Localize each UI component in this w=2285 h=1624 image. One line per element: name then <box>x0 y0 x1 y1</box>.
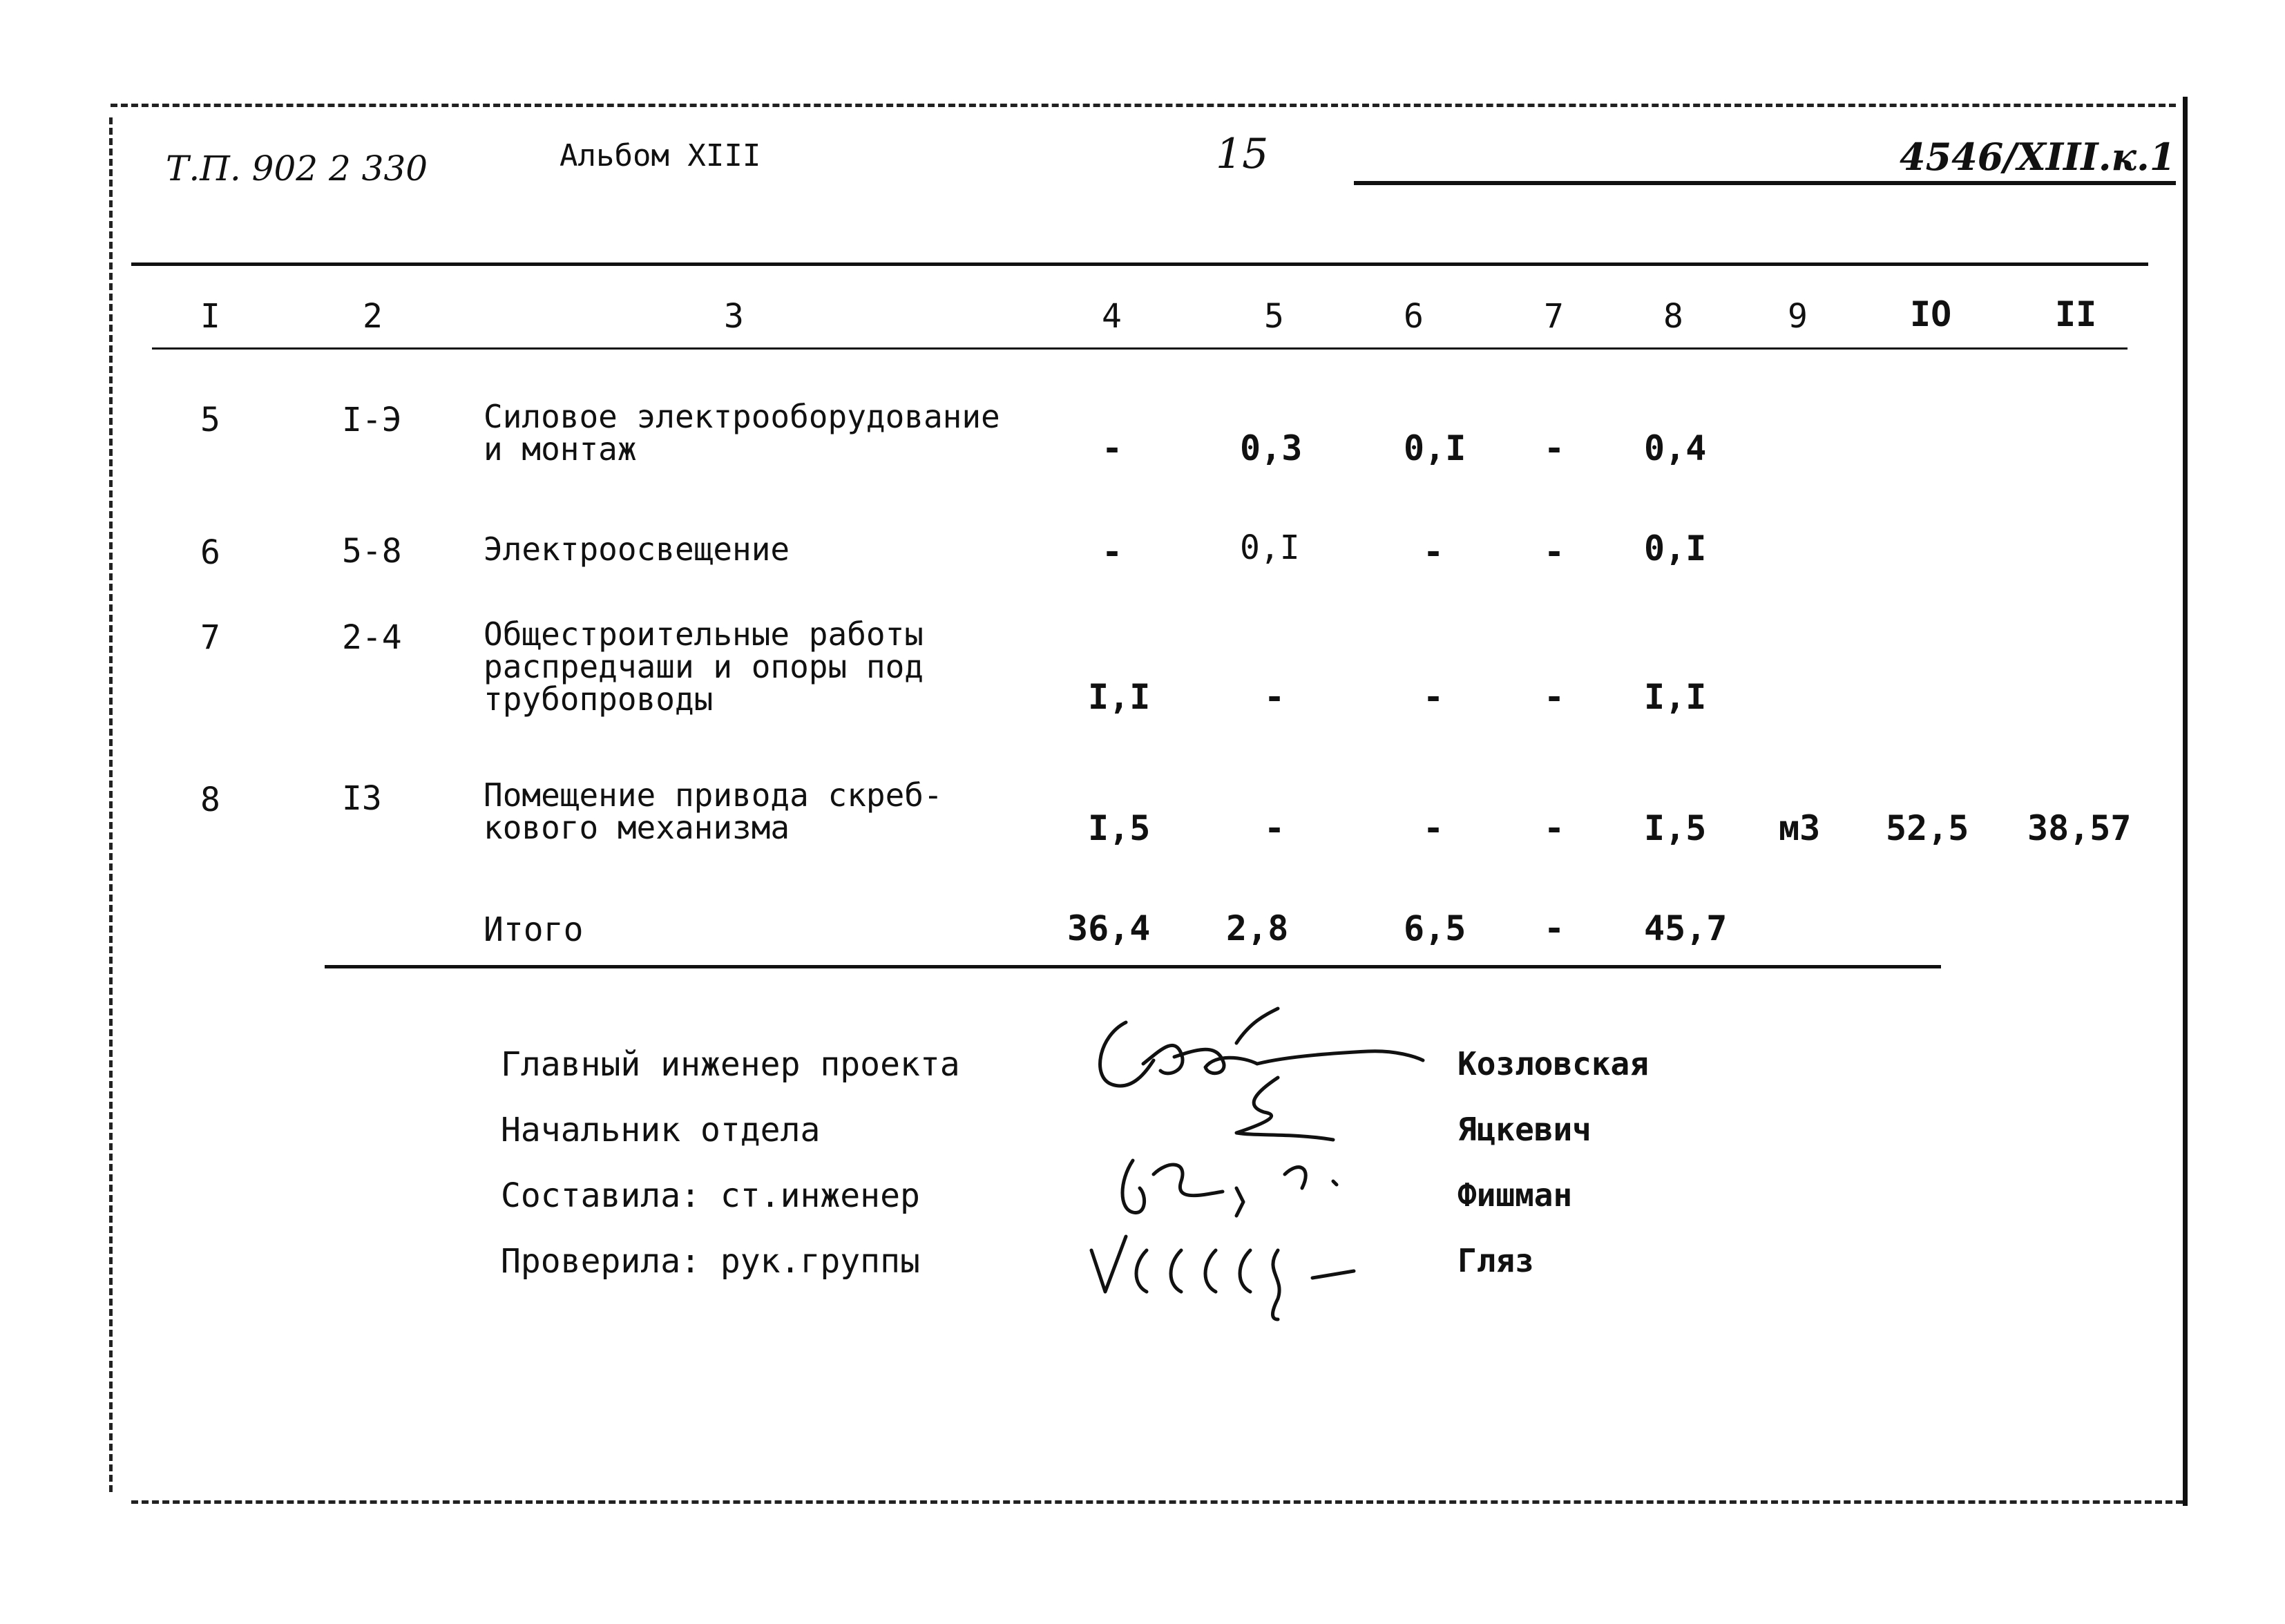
cell-col8: I,I <box>1644 677 1707 717</box>
signature-role: Начальник отдела <box>501 1111 821 1149</box>
row-number: 5 <box>200 401 220 439</box>
signature-role: Главный инженер проекта <box>501 1045 960 1084</box>
signature-role: Проверила: рук.группы <box>501 1242 920 1281</box>
cell-col4: - <box>1102 532 1123 572</box>
total-col4: 36,4 <box>1067 908 1151 948</box>
row-number: 6 <box>200 533 220 572</box>
column-header: 9 <box>1788 297 1808 336</box>
cell-col5: 0,I <box>1240 528 1300 567</box>
column-header: I <box>200 297 220 336</box>
cell-col6: - <box>1423 677 1444 717</box>
cell-col7: - <box>1544 677 1565 717</box>
frame-left-border <box>109 117 113 1492</box>
total-col6: 6,5 <box>1404 908 1466 948</box>
frame-right-border <box>2183 97 2188 1506</box>
total-col8: 45,7 <box>1644 908 1728 948</box>
row-description: Силовое электрооборудование и монтаж <box>484 398 1000 468</box>
table-bottom-rule <box>325 965 1941 968</box>
column-header: 2 <box>363 297 383 336</box>
cell-col10: 52,5 <box>1886 808 1969 848</box>
album-label: Альбом XIII <box>560 138 761 173</box>
cell-col7: - <box>1544 428 1565 468</box>
cell-col5: 0,3 <box>1240 428 1303 468</box>
row-code: 2-4 <box>342 618 402 657</box>
column-header: 6 <box>1404 297 1424 336</box>
cell-col7: - <box>1544 532 1565 572</box>
row-code: I-Э <box>342 401 402 439</box>
cell-col9: м3 <box>1779 808 1821 848</box>
row-description: Помещение привода скреб- кового механизма <box>484 776 943 846</box>
document-code: Т.П. 902 2 330 <box>166 149 428 189</box>
row-description: Общестроительные работы распредчаши и опоры под трубопроводы <box>484 615 924 718</box>
cell-col7: - <box>1544 808 1565 848</box>
cell-col6: - <box>1423 532 1444 572</box>
row-number: 8 <box>200 781 220 819</box>
document-reference: 4546/XIII.к.1 <box>1900 135 2176 179</box>
column-header: II <box>2055 294 2097 334</box>
cell-col4: I,I <box>1088 677 1151 717</box>
signature-name: Гляз <box>1457 1242 1534 1279</box>
column-header: 3 <box>724 297 744 336</box>
row-code: I3 <box>342 779 382 818</box>
row-description: Электроосвещение <box>484 531 790 568</box>
column-header: 5 <box>1264 297 1284 336</box>
table-top-rule <box>131 262 2148 266</box>
frame-bottom-border <box>131 1500 2183 1504</box>
column-header: IO <box>1910 294 1952 334</box>
total-col5: 2,8 <box>1226 908 1289 948</box>
page-number: 15 <box>1216 130 1269 178</box>
frame-top-border <box>111 104 2176 107</box>
column-header: 8 <box>1663 297 1683 336</box>
column-header: 7 <box>1544 297 1564 336</box>
table-header-rule <box>152 347 2128 350</box>
cell-col6: 0,I <box>1404 428 1466 468</box>
column-header: 4 <box>1102 297 1122 336</box>
cell-col4: I,5 <box>1088 808 1151 848</box>
row-number: 7 <box>200 618 220 657</box>
signature-scribble-engineer <box>1105 1133 1381 1230</box>
cell-col8: 0,I <box>1644 528 1707 569</box>
row-code: 5-8 <box>342 532 402 571</box>
signature-name: Яцкевич <box>1457 1111 1591 1148</box>
cell-col11: 38,57 <box>2027 808 2132 848</box>
signature-scribble-group-lead <box>1078 1223 1395 1319</box>
signature-role: Составила: ст.инженер <box>501 1176 920 1215</box>
cell-col8: I,5 <box>1644 808 1707 848</box>
signature-name: Козловская <box>1457 1045 1649 1082</box>
cell-col5: - <box>1264 677 1285 717</box>
signature-name: Фишман <box>1457 1176 1573 1214</box>
cell-col4: - <box>1102 428 1123 468</box>
total-col7: - <box>1544 908 1565 948</box>
total-label: Итого <box>484 910 584 949</box>
header-underline <box>1354 181 2176 185</box>
cell-col8: 0,4 <box>1644 428 1707 468</box>
cell-col5: - <box>1264 808 1285 848</box>
cell-col6: - <box>1423 808 1444 848</box>
